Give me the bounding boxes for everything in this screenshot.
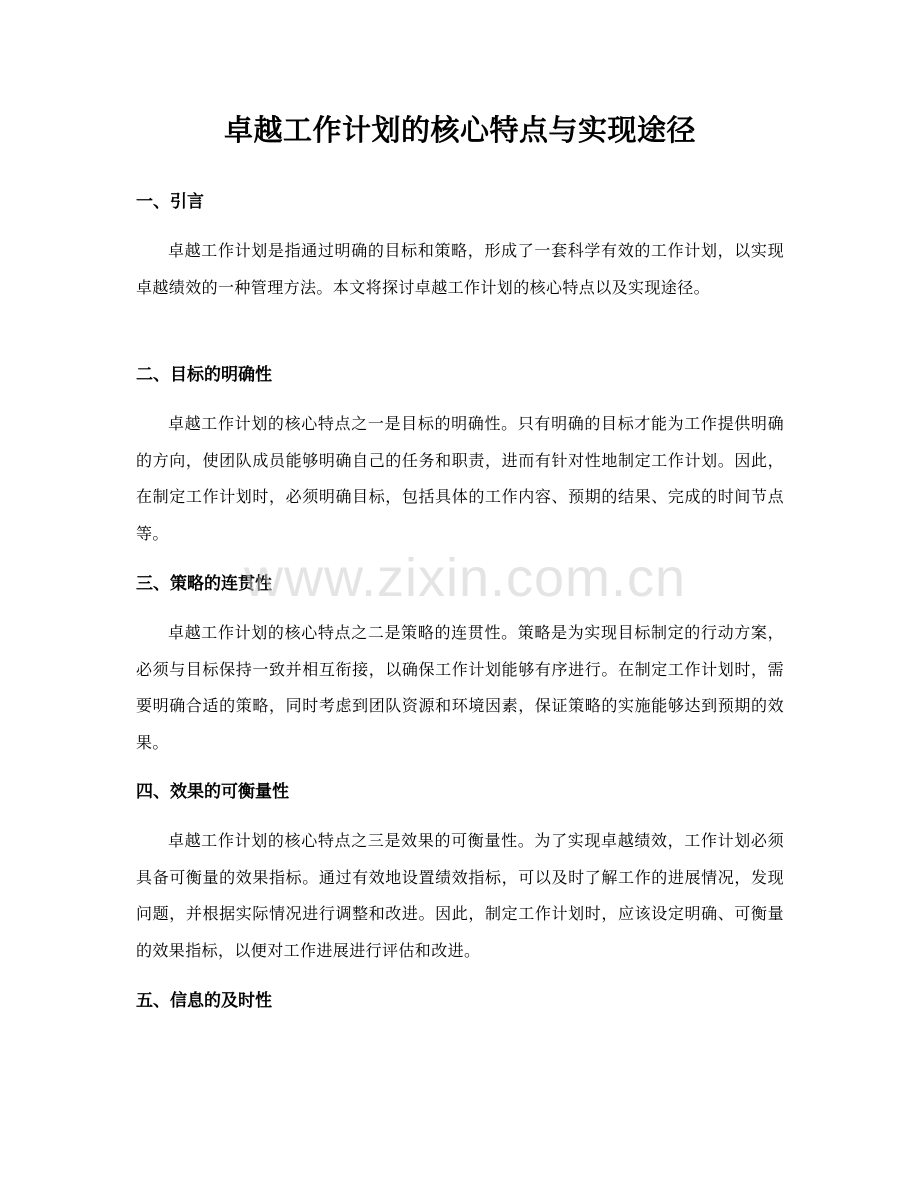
section-paragraph-intro: 卓越工作计划是指通过明确的目标和策略，形成了一套科学有效的工作计划，以实现卓越绩效的一种管理方法。本文将探讨卓越工作计划的核心特点以及实现途径。 [136,241,784,297]
section-heading-measurability: 四、效果的可衡量性 [136,782,289,802]
section-paragraph-strategy-coherence: 卓越工作计划的核心特点之二是策略的连贯性。策略是为实现目标制定的行动方案，必须与目标保持一致并相互衔接，以确保工作计划能够有序进行。在制定工作计划时，需要明确合适的策略，同时考虑到团队资源和环境因素，保证策略的实施能够达到预期的效果。 [136,623,784,752]
section-paragraph-goal-clarity: 卓越工作计划的核心特点之一是目标的明确性。只有明确的目标才能为工作提供明确的方向，使团队成员能够明确自己的任务和职责，进而有针对性地制定工作计划。因此，在制定工作计划时，必须明确目标，包括具体的工作内容、预期的结果、完成的时间节点等。 [136,414,784,543]
section-heading-goal-clarity: 二、目标的明确性 [136,365,272,385]
section-paragraph-measurability: 卓越工作计划的核心特点之三是效果的可衡量性。为了实现卓越绩效，工作计划必须具备可衡量的效果指标。通过有效地设置绩效指标，可以及时了解工作的进展情况，发现问题，并根据实际情况进行调整和改进。因此，制定工作计划时，应该设定明确、可衡量的效果指标，以便对工作进展进行评估和改进。 [136,831,784,960]
document-title: 卓越工作计划的核心特点与实现途径 [223,113,696,147]
section-heading-timeliness: 五、信息的及时性 [136,991,272,1011]
section-heading-intro: 一、引言 [136,192,204,212]
section-heading-strategy-coherence: 三、策略的连贯性 [136,574,272,594]
watermark: www.zixin.com.cn [243,548,687,608]
